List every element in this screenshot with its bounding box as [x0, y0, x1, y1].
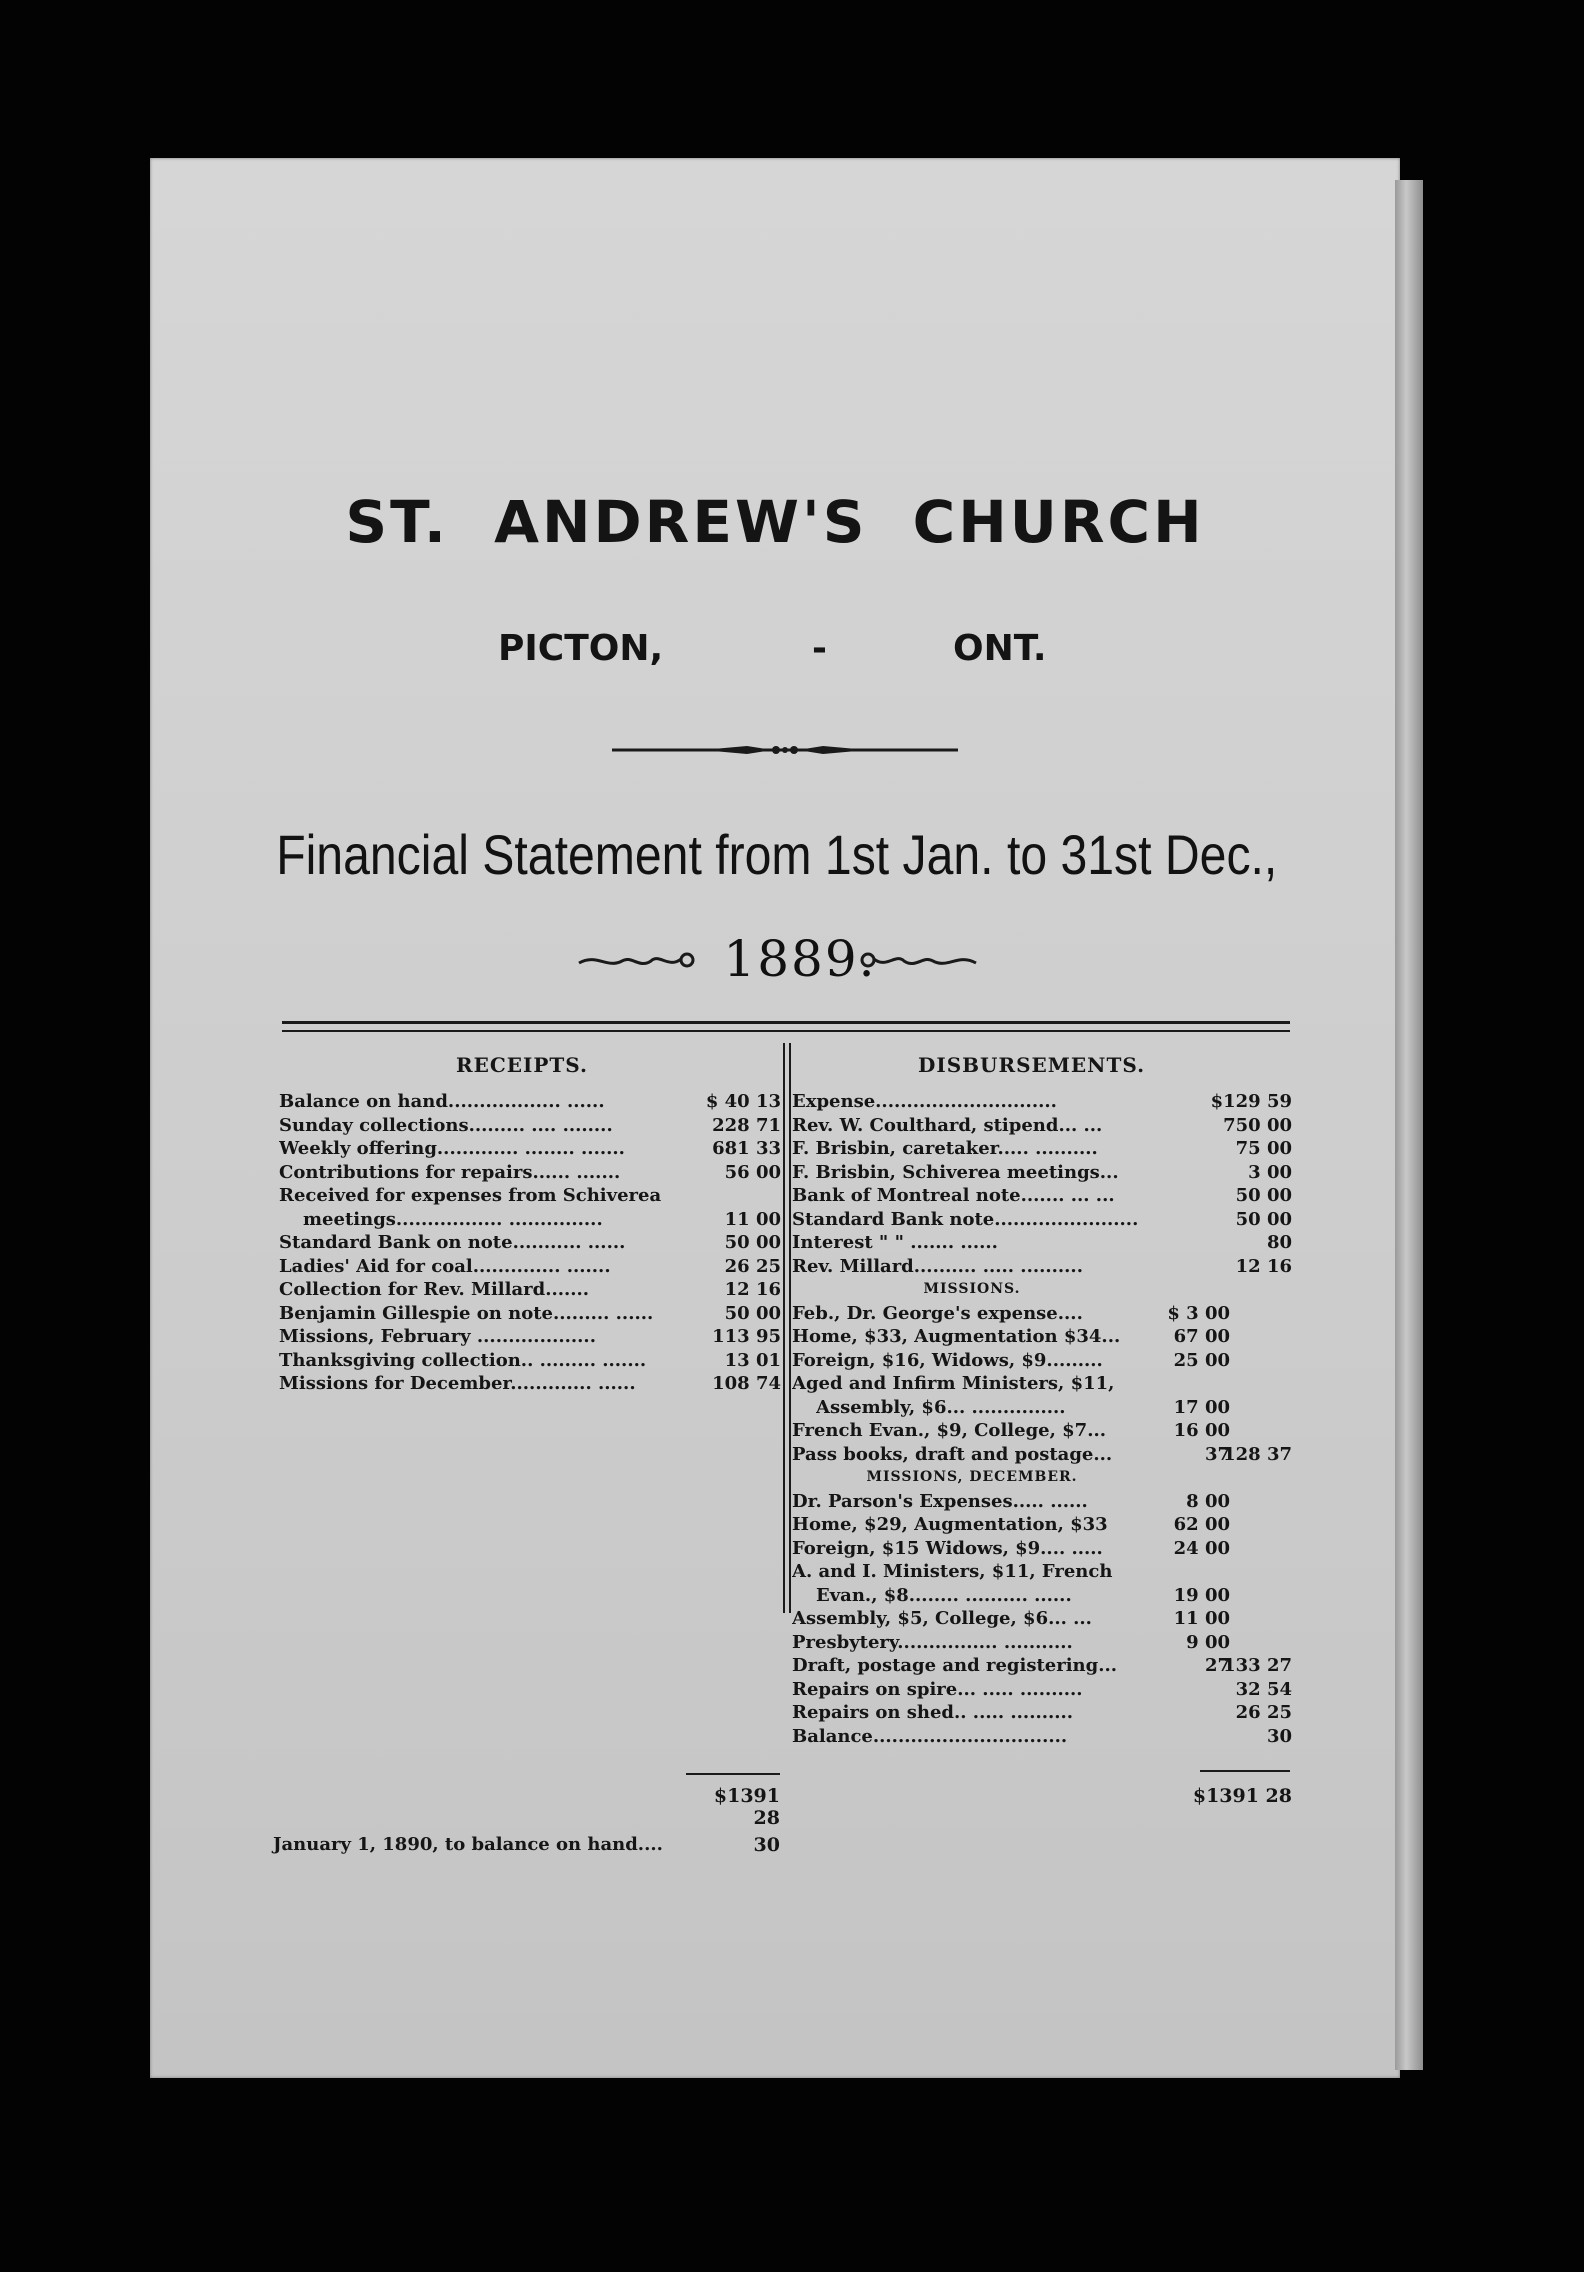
disbursements-row-label: Home, $29, Augmentation, $33 [792, 1514, 1108, 1535]
disbursements-row [792, 1184, 1292, 1208]
disbursements-row-label: Draft, postage and registering... [792, 1655, 1118, 1676]
disbursements-row-label: Standard Bank note....................... [792, 1208, 1139, 1230]
receipts-row-label: Benjamin Gillespie on note......... ...... [279, 1302, 654, 1324]
disbursements-row-amount: 26 25 [1235, 1702, 1292, 1723]
disbursements-row [792, 1701, 1292, 1725]
receipts-row [279, 1325, 781, 1349]
disbursements-row [792, 1302, 1292, 1326]
disbursements-row-label: Foreign, $15 Widows, $9.... ..... [792, 1537, 1103, 1559]
disbursements-total: $1391 28 [1192, 1785, 1292, 1807]
disbursements-row-label: Repairs on spire... ..... .......... [792, 1678, 1083, 1700]
disbursements-row-label: Assembly, $6... ............... [816, 1396, 1066, 1418]
disbursements-row [792, 1208, 1292, 1232]
disbursements-row [792, 1419, 1292, 1443]
flourish-right [858, 943, 978, 977]
disbursements-row [792, 1654, 1292, 1678]
top-rule-thin [282, 1030, 1290, 1032]
receipts-row [279, 1137, 781, 1161]
disbursements-row [792, 1161, 1292, 1185]
disbursements-row-amount: 133 27 [1223, 1655, 1292, 1676]
disbursements-row [792, 1137, 1292, 1161]
disbursements-row [792, 1325, 1292, 1349]
disbursements-row [792, 1490, 1292, 1514]
disbursements-row [792, 1278, 1292, 1302]
disbursements-row-label: Rev. W. Coulthard, stipend... ... [792, 1114, 1103, 1136]
receipts-row [279, 1278, 781, 1302]
receipts-row-amount: 681 33 [712, 1138, 781, 1159]
disbursements-row-label: Dr. Parson's Expenses..... ...... [792, 1490, 1088, 1512]
receipts-row [279, 1255, 781, 1279]
disbursements-row-label: Expense............................. [792, 1091, 1057, 1112]
paper-edge [1395, 180, 1423, 2070]
receipts-row [279, 1090, 781, 1114]
disbursements-row-label: Bank of Montreal note....... ... ... [792, 1185, 1115, 1206]
receipts-row-label: Standard Bank on note........... ...... [279, 1232, 626, 1253]
receipts-row-label: Missions for December............. ...... [279, 1373, 636, 1394]
disbursements-row-subamount: 8 00 [1186, 1490, 1230, 1512]
receipts-row-amount: $ 40 13 [705, 1091, 781, 1112]
receipts-row-amount: 13 01 [724, 1349, 781, 1371]
disbursements-row [792, 1372, 1292, 1396]
disbursements-row-subamount: 24 00 [1173, 1537, 1230, 1559]
disbursements-row-label: A. and I. Ministers, $11, French [792, 1561, 1113, 1582]
receipts-row-label: Collection for Rev. Millard....... [279, 1279, 590, 1300]
disbursements-list [792, 1090, 1292, 1748]
disbursements-row [792, 1090, 1292, 1114]
receipts-list [279, 1090, 781, 1396]
disbursements-row-label: F. Brisbin, caretaker..... .......... [792, 1138, 1098, 1159]
column-divider-double [789, 1043, 791, 1613]
disbursements-row [792, 1607, 1292, 1631]
disbursements-row-subamount: 17 00 [1173, 1396, 1230, 1418]
disbursements-heading: DISBURSEMENTS. [918, 1053, 1146, 1077]
disbursements-row-label: Pass books, draft and postage... [792, 1443, 1113, 1465]
location-dash: - [812, 628, 827, 669]
receipts-total: $1391 28 [713, 1785, 780, 1829]
receipts-total-rule [686, 1773, 780, 1775]
receipts-row-amount: 108 74 [712, 1373, 781, 1394]
receipts-row-label: Contributions for repairs...... ....... [279, 1161, 621, 1183]
receipts-row-label: Balance on hand.................. ...... [279, 1091, 605, 1112]
disbursements-row-label: Repairs on shed.. ..... .......... [792, 1702, 1074, 1723]
disbursements-row [792, 1396, 1292, 1420]
receipts-row-label: Ladies' Aid for coal.............. ....... [279, 1255, 611, 1277]
receipts-row [279, 1161, 781, 1185]
disbursements-row-amount: 75 00 [1235, 1138, 1292, 1159]
disbursements-row [792, 1631, 1292, 1655]
disbursements-row-amount: 80 [1266, 1232, 1292, 1253]
disbursements-row-label: Aged and Infirm Ministers, $11, [792, 1373, 1115, 1394]
disbursements-row-amount: 32 54 [1235, 1678, 1292, 1700]
disbursements-row [792, 1231, 1292, 1255]
receipts-row [279, 1231, 781, 1255]
receipts-row-amount: 12 16 [724, 1279, 781, 1300]
statement-year: 1889. [723, 930, 877, 988]
disbursements-subheading: MISSIONS, DECEMBER. [866, 1469, 1078, 1485]
disbursements-row-label: Feb., Dr. George's expense.... [792, 1302, 1083, 1324]
disbursements-row-label: Home, $33, Augmentation $34... [792, 1326, 1121, 1347]
disbursements-row-subamount: $ 3 00 [1167, 1302, 1230, 1324]
receipts-row-amount: 50 00 [724, 1232, 781, 1253]
disbursements-row [792, 1537, 1292, 1561]
receipts-row-label: meetings................. ............... [303, 1208, 603, 1230]
disbursements-row [792, 1725, 1292, 1749]
disbursements-row-label: Evan., $8........ .......... ...... [816, 1584, 1072, 1606]
disbursements-row-label: Assembly, $5, College, $6... ... [792, 1608, 1092, 1629]
receipts-row [279, 1349, 781, 1373]
province-name: ONT. [953, 628, 1047, 669]
disbursements-row [792, 1560, 1292, 1584]
disbursements-row-label: Interest " " ....... ...... [792, 1232, 998, 1253]
disbursements-row-amount: 50 00 [1235, 1208, 1292, 1230]
receipts-row-amount: 228 71 [712, 1114, 781, 1136]
top-rule [282, 1021, 1290, 1024]
receipts-row [279, 1302, 781, 1326]
disbursements-row-amount: $129 59 [1210, 1091, 1292, 1112]
disbursements-row [792, 1466, 1292, 1490]
disbursements-row-subamount: 67 00 [1173, 1326, 1230, 1347]
disbursements-row-label: French Evan., $9, College, $7... [792, 1420, 1106, 1441]
disbursements-subheading: MISSIONS. [923, 1281, 1021, 1297]
disbursements-row-amount: 50 00 [1235, 1185, 1292, 1206]
disbursements-row-label: Foreign, $16, Widows, $9......... [792, 1349, 1103, 1371]
disbursements-row-amount: 12 16 [1235, 1255, 1292, 1277]
receipts-row-label: Weekly offering............. ........ ....... [279, 1138, 625, 1159]
disbursements-row-amount: 30 [1266, 1725, 1292, 1747]
disbursements-row-subamount: 25 00 [1173, 1349, 1230, 1371]
disbursements-row-subamount: 62 00 [1173, 1514, 1230, 1535]
carry-forward-amount: 30 [753, 1834, 780, 1856]
receipts-row-amount: 56 00 [724, 1161, 781, 1183]
receipts-row [279, 1114, 781, 1138]
town-name: PICTON, [498, 628, 664, 669]
disbursements-row [792, 1678, 1292, 1702]
disbursements-row [792, 1255, 1292, 1279]
receipts-row-label: Sunday collections......... .... ........ [279, 1114, 613, 1136]
ornamental-divider [612, 738, 958, 762]
receipts-row [279, 1184, 781, 1208]
column-divider [783, 1043, 785, 1613]
disbursements-row [792, 1443, 1292, 1467]
disbursements-row [792, 1513, 1292, 1537]
receipts-row-label: Missions, February ................... [279, 1326, 596, 1347]
statement-heading: Financial Statement from 1st Jan. to 31st Dec., [276, 823, 1278, 886]
disbursements-row-label: Presbytery................ ........... [792, 1631, 1073, 1653]
disbursements-row-amount: 3 00 [1248, 1161, 1292, 1183]
receipts-row [279, 1208, 781, 1232]
disbursements-row-label: F. Brisbin, Schiverea meetings... [792, 1161, 1119, 1183]
disbursements-row-amount: 750 00 [1223, 1114, 1292, 1136]
disbursements-row-amount: 128 37 [1223, 1443, 1292, 1465]
disbursements-row-subamount: 37 [1204, 1443, 1230, 1465]
receipts-row-amount: 50 00 [724, 1302, 781, 1324]
disbursements-row-label: Rev. Millard.......... ..... .......... [792, 1255, 1083, 1277]
receipts-row-amount: 11 00 [724, 1208, 781, 1230]
receipts-heading: RECEIPTS. [456, 1053, 588, 1077]
disbursements-row-subamount: 27 [1204, 1655, 1230, 1676]
receipts-row [279, 1372, 781, 1396]
disbursements-row-label: Balance............................... [792, 1725, 1068, 1747]
disbursements-row-subamount: 19 00 [1173, 1584, 1230, 1606]
disbursements-row [792, 1349, 1292, 1373]
disbursements-row-subamount: 9 00 [1186, 1631, 1230, 1653]
receipts-row-label: Thanksgiving collection.. ......... ....... [279, 1349, 647, 1371]
disbursements-row [792, 1584, 1292, 1608]
disbursements-row-subamount: 11 00 [1173, 1608, 1230, 1629]
disbursements-total-rule [1200, 1770, 1290, 1772]
receipts-row-label: Received for expenses from Schiverea [279, 1185, 662, 1206]
receipts-row-amount: 113 95 [712, 1326, 781, 1347]
receipts-row-amount: 26 25 [724, 1255, 781, 1277]
disbursements-row [792, 1114, 1292, 1138]
disbursements-row-subamount: 16 00 [1173, 1420, 1230, 1441]
carry-forward-label: January 1, 1890, to balance on hand.... [273, 1834, 663, 1855]
church-title: ST. ANDREW'S CHURCH [345, 488, 1205, 556]
